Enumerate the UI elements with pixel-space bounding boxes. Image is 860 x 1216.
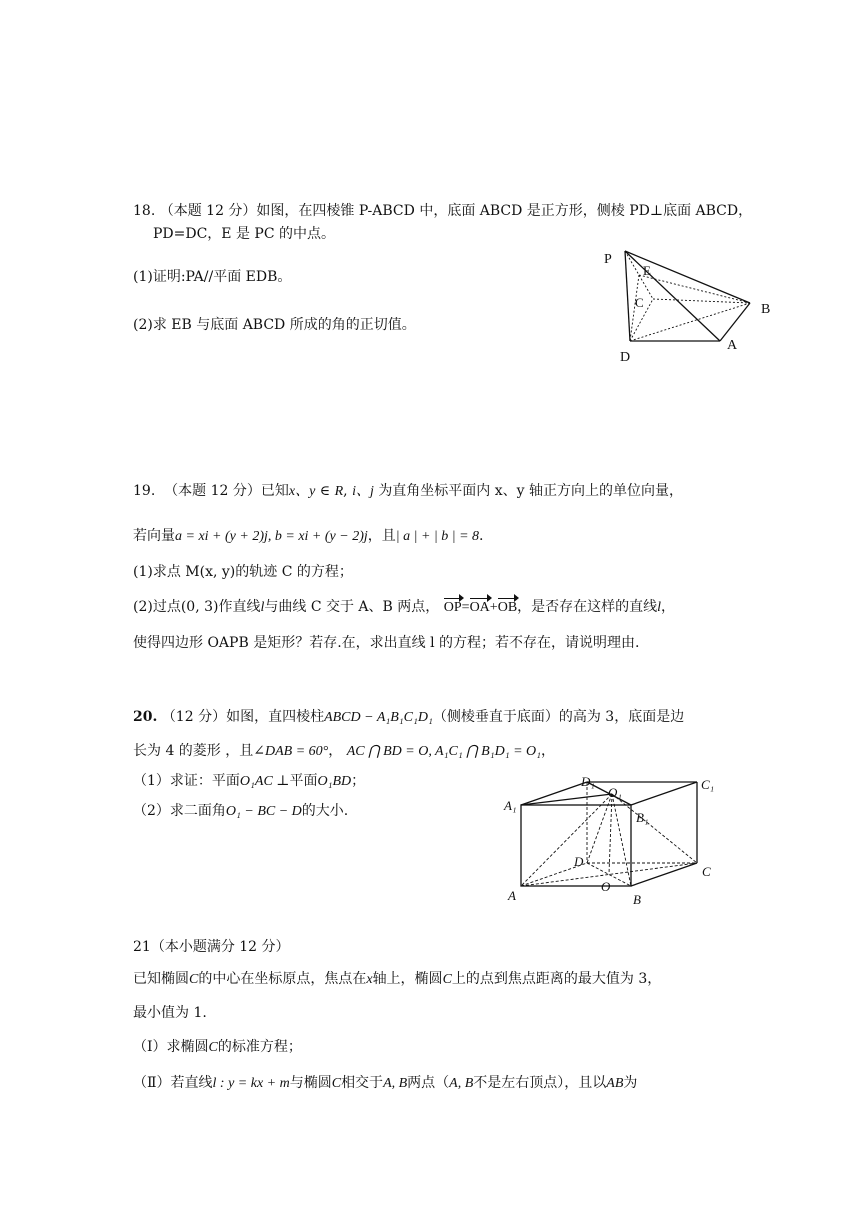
q19-score: （本题 12 分）已知	[164, 483, 289, 499]
label-C: C	[702, 864, 711, 879]
q19-line1-rest: 为直角坐标平面内 x、y 轴正方向上的单位向量，	[378, 483, 684, 499]
label-D: D	[574, 854, 584, 869]
q19-vector-formula: a = xi + (y + 2)j, b = xi + (y − 2)j	[175, 529, 368, 544]
q19-condition: | a | + | b | = 8	[395, 529, 480, 544]
q20-line2-c: ，	[541, 743, 555, 759]
q19-part2-d: ，	[661, 599, 676, 615]
q20-line2-b: ，	[328, 743, 343, 759]
q20-part2-a: （2）求二面角	[133, 803, 226, 819]
q21-part1-b: 的标准方程；	[217, 1039, 302, 1055]
q20-part1	[133, 770, 365, 790]
q21-x: x	[366, 972, 373, 987]
label-P: P	[604, 252, 612, 267]
q21-line1-a: 已知椭圆	[133, 971, 189, 987]
q21-part2-b: 与椭圆	[289, 1075, 332, 1091]
q21-C-3: C	[208, 1040, 218, 1055]
q20-line1	[133, 706, 684, 726]
q19-eq: =	[461, 600, 470, 615]
q18-part2: (2)求 EB 与底面 ABCD 所成的角的正切值。	[133, 317, 416, 333]
label-A1: A₁	[504, 798, 517, 813]
label-D1: D₁	[581, 774, 595, 789]
q21-part2-d: 两点（	[407, 1075, 450, 1091]
q19-OA: OA	[469, 600, 490, 615]
q20-a: （12 分）如图，直四棱柱	[161, 709, 325, 725]
q20-part2	[133, 800, 348, 820]
q20-line2	[133, 740, 555, 760]
q21-line1	[133, 968, 661, 988]
q19-mid: ，且	[367, 528, 396, 544]
label-A: A	[508, 888, 516, 903]
q21-part2-e: 不是左右顶点），且以	[473, 1075, 607, 1091]
q19-line5: 使得四边形 OAPB 是矩形？若存.在，求出直线 l 的方程；若不存在，请说明理由.	[133, 635, 640, 651]
q18-line2: PD=DC，E 是 PC 的中点。	[153, 226, 336, 242]
q18-pyramid-figure	[595, 245, 785, 370]
q20-part1-f1: O₁AC ⊥	[239, 774, 290, 789]
label-O: O	[601, 879, 611, 894]
q21-C-4: C	[331, 1076, 342, 1091]
q19-line-l: l	[260, 600, 265, 615]
label-O1: O₁	[608, 785, 622, 800]
q21-line1-c: 轴上，椭圆	[372, 971, 443, 987]
q21-part2	[133, 1072, 637, 1092]
q21-part2-f: 为	[623, 1075, 638, 1091]
q20-b: （侧棱垂直于底面）的高为 3，底面是边	[432, 709, 685, 725]
q21-part1-a: （Ⅰ）求椭圆	[133, 1039, 209, 1055]
label-A: A	[727, 338, 738, 353]
q20-part1-c: ；	[351, 773, 366, 789]
q21-part1	[133, 1036, 302, 1056]
label-C1: C₁	[701, 777, 715, 792]
q21-C-2: C	[442, 972, 452, 987]
q20-intersections: AC ⋂ BD = O, A₁C₁ ⋂ B₁D₁ = O₁	[346, 744, 541, 759]
q20-line2-a: 长为 4 的菱形 ，且	[133, 743, 254, 759]
q19-line-l-2: l	[657, 600, 662, 615]
q19-end: .	[479, 528, 484, 544]
q20-part2-f: O₁ − BC − D	[225, 804, 302, 819]
q21-line-eq: l : y = kx + m	[212, 1076, 290, 1091]
q19-OB: OB	[497, 600, 518, 615]
q20-part1-f2: O₁BD	[317, 774, 352, 789]
q19-OP: OP	[443, 600, 462, 615]
label-B: B	[761, 302, 771, 317]
q21-line2: 最小值为 1.	[133, 1005, 207, 1021]
q21-AB-3: AB	[606, 1076, 624, 1091]
q19-part2-b: 与曲线 C 交于 A、B 两点，	[264, 599, 440, 615]
q19-unit-vectors: i、j	[352, 484, 374, 499]
q19-plus: +	[489, 600, 498, 615]
q19-line1: 19. （本题 12 分）已知x、y ∈ R, i、j 为直角坐标平面内 x、y 轴正方向上的单位向量，	[133, 483, 684, 499]
q21-AB: A, B	[383, 1076, 408, 1091]
q21-part2-c: 相交于	[341, 1075, 384, 1091]
q19-part2-a: (2)过点(0, 3)作直线	[133, 599, 261, 615]
q19-part2-c: ，是否存在这样的直线	[517, 599, 658, 615]
q19-part2	[133, 596, 675, 616]
q18-line1	[133, 200, 752, 220]
q19-in: ∈	[319, 483, 331, 499]
q20-part1-a: （1）求证：平面	[133, 773, 240, 789]
label-B: B	[633, 892, 641, 907]
q21-line1-d: 上的点到焦点距离的最大值为 3，	[451, 971, 662, 987]
q21-heading: 21（本小题满分 12 分）	[133, 939, 290, 955]
q21-line1-b: 的中心在坐标原点，焦点在	[198, 971, 367, 987]
q20-prism-figure	[495, 770, 730, 910]
q18-part1: (1)证明:PA//平面 EDB。	[133, 269, 292, 285]
label-B1: B₁	[636, 810, 649, 825]
q19-lead: 若向量	[133, 528, 175, 544]
label-D: D	[620, 350, 631, 365]
q20-part1-b: 平面	[289, 773, 318, 789]
q20-angle: ∠DAB = 60°	[253, 744, 329, 759]
q19-number: 19.	[133, 483, 156, 499]
q20-prism: ABCD − A₁B₁C₁D₁	[324, 710, 433, 725]
q19-part1: (1)求点 M(x, y)的轨迹 C 的方程；	[133, 564, 353, 580]
q20-part2-b: 的大小.	[301, 803, 349, 819]
q21-part2-a: （Ⅱ）若直线	[133, 1075, 213, 1091]
q21-AB-2: A, B	[449, 1076, 474, 1091]
q19-line2	[133, 525, 484, 545]
label-C: C	[635, 295, 644, 310]
q18-intro: （本题 12 分）如图，在四棱锥 P-ABCD 中，底面 ABCD 是正方形，侧棱 PD⊥底面 ABCD，	[159, 203, 753, 219]
q18-number: 18.	[133, 203, 156, 219]
label-E: E	[643, 263, 651, 278]
q20-number: 20.	[133, 709, 158, 725]
q19-xy: x、y	[288, 484, 316, 499]
q19-R: R	[334, 484, 344, 499]
q21-C: C	[189, 972, 199, 987]
